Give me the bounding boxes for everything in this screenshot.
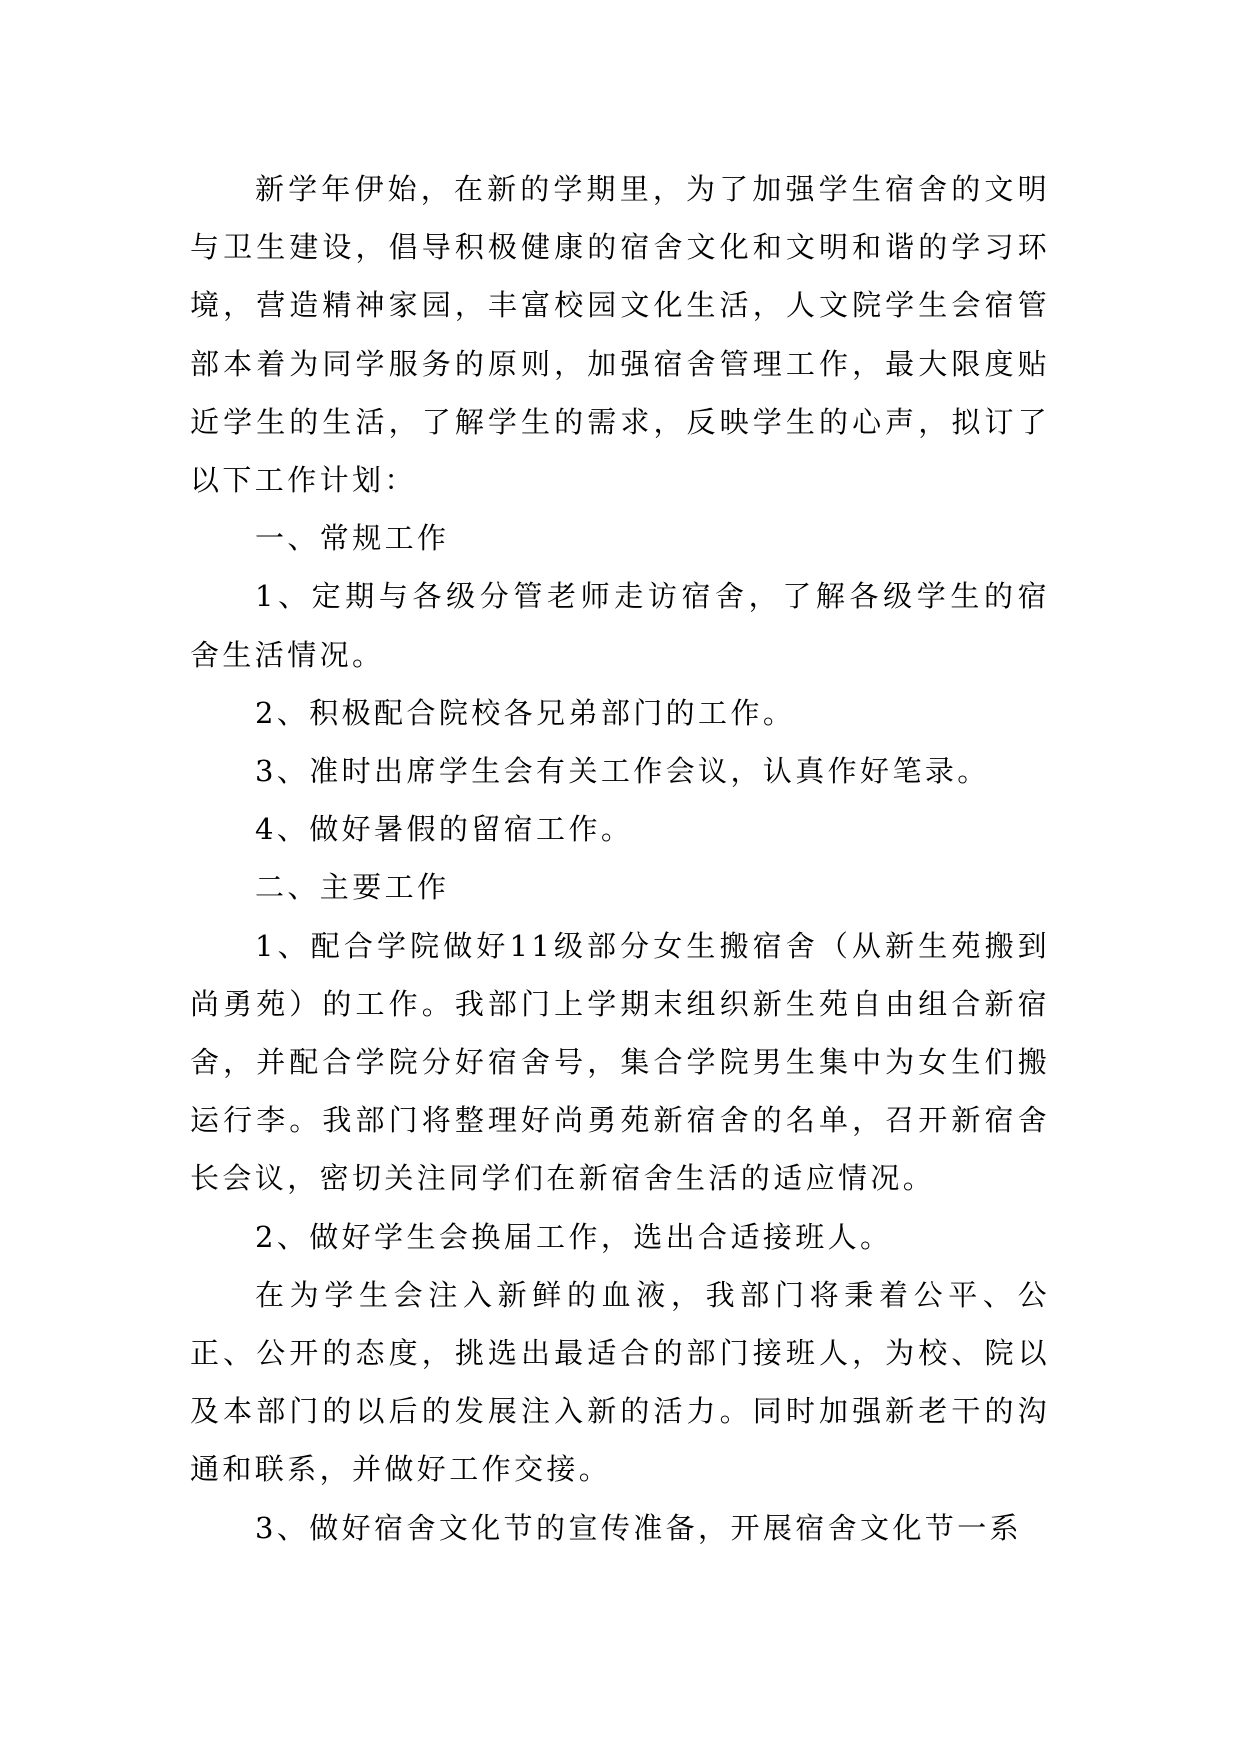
intro-paragraph: 新学年伊始，在新的学期里，为了加强学生宿舍的文明与卫生建设，倡导积极健康的宿舍文化和文明和谐的学习环境，营造精神家园，丰富校园文化生活，人文院学生会宿管部本着为同学服务的原则，加强宿舍管理工作，最大限度贴近学生的生活，了解学生的需求，反映学生的心声，拟订了以下工作计划： [190, 172, 1050, 498]
routine-item-1: 1、定期与各级分管老师走访宿舍，了解各级学生的宿舍生活情况。 [190, 579, 1050, 672]
main-item-2: 2、做好学生会换届工作，选出合适接班人。 [255, 1219, 893, 1254]
section-heading-main-work: 二、主要工作 [255, 870, 450, 905]
routine-item-3: 3、准时出席学生会有关工作会议，认真作好笔录。 [255, 754, 990, 789]
main-item-3: 3、做好宿舍文化节的宣传准备，开展宿舍文化节一系 [255, 1510, 1023, 1545]
routine-item-4: 4、做好暑假的留宿工作。 [255, 812, 634, 847]
section-heading-routine-work: 一、常规工作 [255, 521, 450, 556]
document-body [190, 160, 1050, 1557]
main-item-1: 1、配合学院做好11级部分女生搬宿舍（从新生苑搬到尚勇苑）的工作。我部门上学期末组织新生苑自由组合新宿舍，并配合学院分好宿舍号，集合学院男生集中为女生们搬运行李。我部门将整理好尚勇苑新宿舍的名单，召开新宿舍长会议，密切关注同学们在新宿舍生活的适应情况。 [190, 928, 1050, 1196]
main-item-2-detail: 在为学生会注入新鲜的血液，我部门将秉着公平、公正、公开的态度，挑选出最适合的部门接班人，为校、院以及本部门的以后的发展注入新的活力。同时加强新老干的沟通和联系，并做好工作交接。 [190, 1277, 1050, 1487]
routine-item-2: 2、积极配合院校各兄弟部门的工作。 [255, 695, 796, 730]
